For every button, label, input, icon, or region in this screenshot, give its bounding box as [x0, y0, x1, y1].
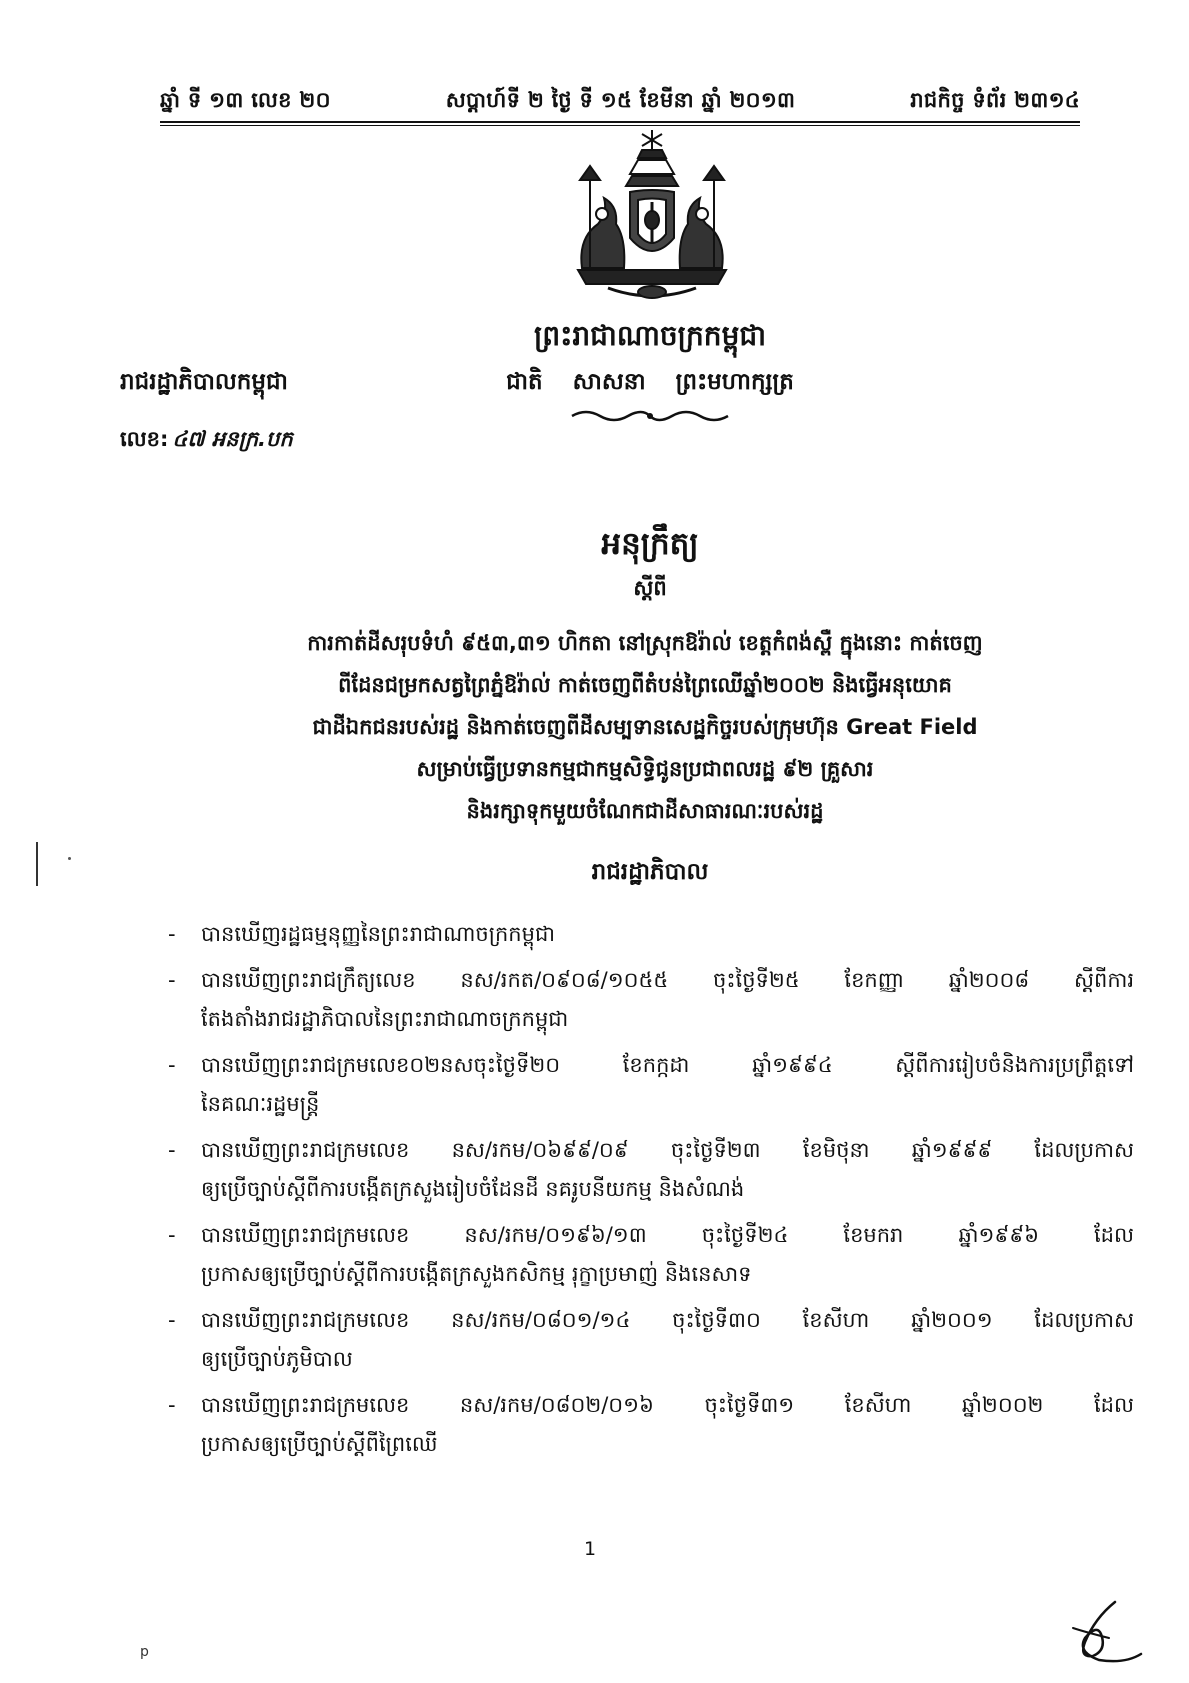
consideration-line: ប្រកាសឲ្យប្រើច្បាប់ស្តីពីព្រៃឈើ: [201, 1432, 438, 1456]
gazette-issue: ឆ្នាំ ទី ១៣ លេខ ២០: [160, 88, 331, 112]
consideration-line: ប្រកាសឲ្យប្រើច្បាប់ស្តីពីការបង្កើតក្រសួងកសិកម្ម រុក្ខាប្រមាញ់ និងនេសាទ: [201, 1262, 752, 1286]
kingdom-title: ព្រះរាជាណាចក្រកម្ពុជា: [533, 319, 766, 352]
subject-line: ការកាត់ដីសរុបទំហំ ៩៥៣,៣១ ហិកតា នៅស្រុកឱរ៉ាល់ ខេត្តកំពង់ស្ពឺ ក្នុងនោះ កាត់ចេញ: [307, 631, 983, 655]
consideration-line: - បានឃើញព្រះរាជក្រឹត្យលេខ នស/រកត/០៩០៨/១០៥៥ ចុះថ្ងៃទី២៥ ខែកញ្ញា ឆ្នាំ២០០៨ ស្តីពីការ: [201, 968, 1134, 992]
gazette-page: រាជកិច្ច ទំព័រ ២៣១៤: [910, 88, 1080, 112]
document-about: ស្តីពី: [633, 576, 667, 600]
header-rule: [160, 121, 1080, 126]
consideration-line: - បានឃើញព្រះរាជក្រមលេខ នស/រកម/០១៩៦/១៣ ចុះថ្ងៃទី២៤ ខែមករា ឆ្នាំ១៩៩៦ ដែល: [201, 1223, 1134, 1247]
royal-coat-of-arms-icon: [568, 128, 736, 306]
subject-line: ពីដែនជម្រកសត្វព្រៃភ្នំឱរ៉ាល់ កាត់ចេញពីតំបន់ព្រៃឈើឆ្នាំ២០០២ និងធ្វើអនុយោគ: [338, 673, 952, 697]
consideration-item: [168, 961, 1134, 1039]
government-name: រាជរដ្ឋាភិបាលកម្ពុជា: [120, 369, 288, 395]
consideration-line: - បានឃើញព្រះរាជក្រមលេខ នស/រកម/០៨០២/០១៦ ចុះថ្ងៃទី៣១ ខែសីហា ឆ្នាំ២០០២ ដែល: [201, 1393, 1134, 1417]
consideration-item: [168, 1216, 1134, 1294]
consideration-line: ឲ្យប្រើច្បាប់ភូមិបាល: [201, 1347, 353, 1371]
document-subject: [190, 622, 1100, 832]
subject-line: និងរក្សាទុកមួយចំណែកជាដីសាធារណៈរបស់រដ្ឋ: [466, 799, 824, 823]
considerations-list: [168, 915, 1134, 1471]
document-issuer: រាជរដ្ឋាភិបាល: [591, 859, 709, 885]
consideration-line: ឲ្យប្រើច្បាប់ស្តីពីការបង្កើតក្រសួងរៀបចំដែនដី នគរូបនីយកម្ម និងសំណង់: [201, 1177, 745, 1201]
motto-ornament: [566, 408, 734, 424]
gazette-date: សប្តាហ៍ទី ២ ថ្ងៃ ទី ១៥ ខែមីនា ឆ្នាំ ២០១៣: [445, 88, 796, 112]
consideration-line: - បានឃើញរដ្ឋធម្មនុញ្ញនៃព្រះរាជាណាចក្រកម្ពុជា: [201, 922, 555, 946]
footer-mark: p: [140, 1644, 149, 1660]
consideration-item: [168, 1386, 1134, 1464]
handwritten-initials-icon: [1055, 1598, 1145, 1668]
subject-line: ជាដីឯកជនរបស់រដ្ឋ និងកាត់ចេញពីដីសម្បទានសេដ្ឋកិច្ចរបស់ក្រុមហ៊ុន Great Field: [312, 715, 978, 739]
consideration-item: [168, 1301, 1134, 1379]
scan-margin-mark: [36, 842, 38, 886]
consideration-item: [168, 1131, 1134, 1209]
national-motto: ជាតិ សាសនា ព្រះមហាក្សត្រ: [506, 369, 794, 395]
document-type: អនុក្រឹត្យ: [601, 526, 699, 562]
page-number: 1: [583, 1538, 597, 1560]
consideration-line: តែងតាំងរាជរដ្ឋាភិបាលនៃព្រះរាជាណាចក្រកម្ពុជា: [201, 1007, 569, 1031]
subject-line: សម្រាប់ធ្វើប្រទានកម្មជាកម្មសិទ្ធិជូនប្រជាពលរដ្ឋ ៩២ គ្រួសារ: [416, 757, 874, 781]
consideration-line: - បានឃើញព្រះរាជក្រមលេខ នស/រកម/០៦៩៩/០៩ ចុះថ្ងៃទី២៣ ខែមិថុនា ឆ្នាំ១៩៩៩ ដែលប្រកាស: [201, 1138, 1134, 1162]
consideration-item: [168, 1046, 1134, 1124]
scan-margin-dot: [68, 857, 71, 860]
reference-number: ៤៧ អនក្រ.បក: [172, 427, 293, 451]
gazette-running-header: [160, 78, 1080, 118]
consideration-item: [168, 915, 1134, 954]
consideration-line: - បានឃើញព្រះរាជក្រមលេខ០២នសចុះថ្ងៃទី២០ ខែកក្កដា ឆ្នាំ១៩៩៤ ស្តីពីការរៀបចំនិងការប្រព្រឹត្តទៅ: [201, 1053, 1134, 1077]
consideration-line: - បានឃើញព្រះរាជក្រមលេខ នស/រកម/០៨០១/១៤ ចុះថ្ងៃទី៣០ ខែសីហា ឆ្នាំ២០០១ ដែលប្រកាស: [201, 1308, 1134, 1332]
consideration-line: នៃគណៈរដ្ឋមន្ត្រី: [201, 1092, 320, 1116]
reference-line: [120, 426, 293, 457]
reference-label: លេខ:: [120, 427, 169, 451]
